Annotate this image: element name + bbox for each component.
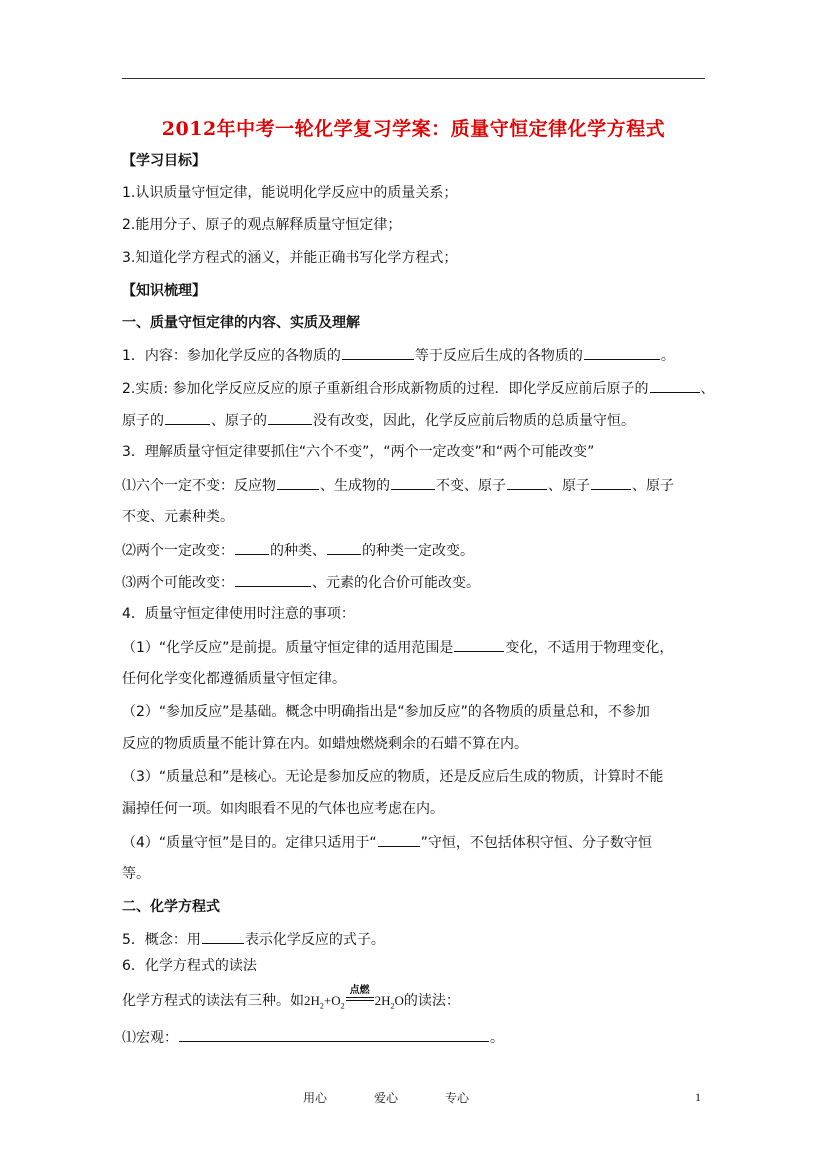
text: 、原子 — [548, 478, 590, 494]
item-4-1-line1 — [122, 638, 673, 657]
equals-line — [346, 997, 374, 998]
item-3-1-line1 — [122, 476, 674, 495]
text: ⑴六个一定不变：反应物 — [122, 478, 276, 494]
text: 、元素的化合价可能改变。 — [312, 575, 480, 591]
page-number: 1 — [695, 1090, 701, 1104]
fill-blank[interactable] — [277, 476, 319, 490]
text: 变化，不适用于物理变化， — [505, 640, 674, 656]
footer-text: 爱心 — [374, 1091, 399, 1105]
item-4-3-line2: 漏掉任何一项。如肉眼看不见的气体也应考虑在内。 — [122, 801, 444, 817]
text: 原子的 — [122, 413, 164, 429]
text: 等于反应后生成的各物质的 — [414, 348, 583, 364]
header-rule — [122, 78, 705, 79]
text: 2.实质: 参加化学反应反应的原子重新组合形成新物质的过程．即化学反应前后原子的 — [122, 381, 649, 397]
text: ⑶两个可能改变： — [122, 575, 234, 591]
section-heading: 二、化学方程式 — [122, 899, 220, 915]
footer-text: 专心 — [445, 1091, 470, 1105]
item-3-2 — [122, 541, 474, 560]
text: （4）“质量守恒”是目的。定律只适用于“ — [122, 835, 377, 851]
document-title: 2012年中考一轮化学复习学案：质量守恒定律化学方程式 — [161, 118, 666, 140]
item-6: 6．化学方程式的读法 — [122, 958, 257, 974]
reaction-condition-arrow — [346, 985, 374, 1005]
knowledge-heading: 【知识梳理】 — [122, 283, 206, 299]
text: 2H — [374, 993, 391, 1008]
item-1 — [122, 346, 675, 365]
fill-blank[interactable] — [391, 476, 435, 490]
text: 不变、原子 — [436, 478, 506, 494]
text: 5．概念：用 — [122, 932, 201, 948]
footer-text: 用心 — [303, 1091, 328, 1105]
text: 的种类一定改变。 — [362, 543, 474, 559]
text: O — [394, 993, 404, 1008]
text: 。 — [490, 1030, 504, 1046]
text: 化学方程式的读法有三种。如 — [122, 993, 304, 1009]
item-2-line1 — [122, 379, 715, 398]
text: 。 — [660, 348, 675, 364]
fill-blank[interactable] — [591, 476, 631, 490]
fill-blank[interactable] — [507, 476, 547, 490]
item-4-4-line2: 等。 — [122, 866, 150, 882]
goal-item: 2.能用分子、原子的观点解释质量守恒定律； — [122, 217, 402, 233]
text: 、原子 — [632, 478, 674, 494]
fill-blank[interactable] — [268, 411, 312, 425]
text: 1．内容：参加化学反应的各物质的 — [122, 348, 341, 364]
fill-blank[interactable] — [202, 930, 244, 944]
fill-blank[interactable] — [235, 541, 269, 555]
text: 2H — [304, 993, 320, 1008]
text: +O — [323, 993, 341, 1008]
item-4-4-line1 — [122, 833, 652, 852]
item-4-2-line1: （2）“参加反应”是基础。概念中明确指出是“参加反应”的各物质的质量总和，不参加 — [122, 704, 650, 720]
text: ⑴宏观： — [122, 1030, 178, 1046]
item-3-3 — [122, 573, 480, 592]
section-heading: 一、质量守恒定律的内容、实质及理解 — [122, 315, 360, 331]
subscript: 2 — [319, 1001, 324, 1011]
text: 的读法： — [403, 993, 460, 1009]
subscript: 2 — [340, 1001, 345, 1011]
goal-item: 1.认识质量守恒定律，能说明化学反应中的质量关系； — [122, 185, 458, 201]
item-4-2-line2: 反应的物质质量不能计算在内。如蜡烛燃烧剩余的石蜡不算在内。 — [122, 736, 528, 752]
chemical-equation — [304, 985, 404, 1016]
text: 表示化学反应的式子。 — [244, 932, 385, 948]
fill-blank[interactable] — [378, 833, 420, 847]
fill-blank[interactable] — [584, 346, 660, 360]
text: 没有改变，因此，化学反应前后物质的总质量守恒。 — [313, 413, 635, 429]
fill-blank[interactable] — [454, 638, 504, 652]
fill-blank[interactable] — [179, 1028, 489, 1042]
fill-blank[interactable] — [165, 411, 210, 425]
text: 的种类、 — [270, 543, 326, 559]
item-6-text — [122, 985, 460, 1016]
condition-label: 点燃 — [349, 985, 370, 996]
subscript: 2 — [390, 1001, 395, 1011]
item-4-1-line2: 任何化学变化都遵循质量守恒定律。 — [122, 671, 346, 687]
item-3: 3．理解质量守恒定律要抓住“六个不变”，“两个一定改变”和“两个可能改变” — [122, 444, 595, 460]
goals-heading: 【学习目标】 — [122, 153, 206, 169]
fill-blank[interactable] — [235, 573, 311, 587]
item-2-line2 — [122, 411, 635, 430]
goal-item: 3.知道化学方程式的涵义，并能正确书写化学方程式； — [122, 250, 458, 266]
text: ⑵两个一定改变： — [122, 543, 234, 559]
text: （1）“化学反应”是前提。质量守恒定律的适用范围是 — [122, 640, 454, 656]
text: 、原子的 — [211, 413, 267, 429]
fill-blank[interactable] — [327, 541, 361, 555]
text: 、 — [700, 381, 715, 397]
text: ”守恒，不包括体积守恒、分子数守恒 — [420, 835, 652, 851]
item-4: 4．质量守恒定律使用时注意的事项： — [122, 606, 355, 622]
item-3-1-line2: 不变、元素种类。 — [122, 509, 234, 525]
item-4-3-line1: （3）“质量总和”是核心。无论是参加反应的物质，还是反应后生成的物质，计算时不能 — [122, 769, 664, 785]
fill-blank[interactable] — [342, 346, 414, 360]
text: 、生成物的 — [320, 478, 390, 494]
item-6-1 — [122, 1028, 504, 1047]
equals-line — [346, 1000, 374, 1001]
fill-blank[interactable] — [650, 379, 700, 393]
item-5 — [122, 930, 385, 949]
